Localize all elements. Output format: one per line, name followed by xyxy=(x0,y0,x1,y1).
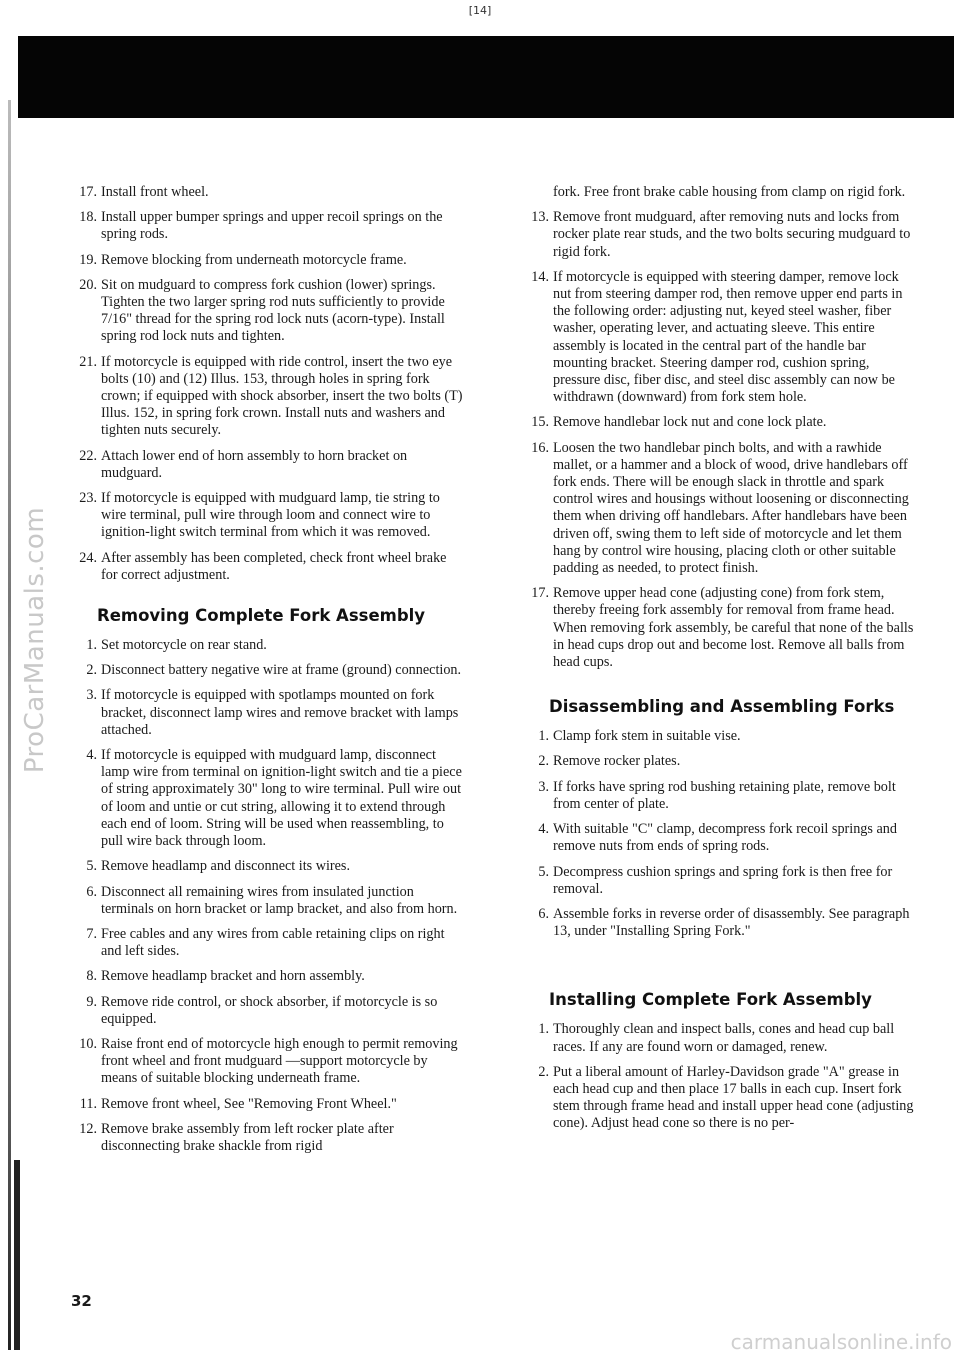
step-text: Remove upper head cone (adjusting cone) from fork stem, thereby freeing fork assembly for removal from frame head. When removing fork assembly, be careful that none of the balls in head cups drop out and become lost. Remove all balls from head cups. xyxy=(553,585,914,671)
step-item xyxy=(523,1021,915,1055)
step-item xyxy=(523,821,915,855)
step-number: 5. xyxy=(86,858,97,875)
step-item xyxy=(71,490,463,542)
step-number: 6. xyxy=(538,905,549,922)
step-number: 20. xyxy=(79,276,97,293)
step-number: 6. xyxy=(86,883,97,900)
step-text: Sit on mudguard to compress fork cushion (lower) springs. Tighten the two larger spring rod nuts sufficiently to provide 7/16" thread for the spring rod lock nuts (acorn-type). Install spring rod lock nuts and tighten. xyxy=(101,276,445,345)
step-text: Remove headlamp bracket and horn assembly. xyxy=(101,968,365,985)
step-text: Loosen the two handlebar pinch bolts, and with a rawhide mallet, or a hammer and a block of wood, drive handlebars off fork ends. There will be enough slack in throttle and spark control wires and housings without loosening or disconnecting them when driving off handlebars. After handlebars have been driven off, swing them to left side of motorcycle and let them hang by control wire housing, placing cloth or other suitable padding as needed, to protect finish. xyxy=(553,439,909,577)
step-item xyxy=(71,858,463,875)
step-item xyxy=(523,753,915,770)
step-text: Disconnect battery negative wire at frame (ground) connection. xyxy=(101,662,462,679)
step-item xyxy=(71,1096,463,1113)
step-list-installing-fork xyxy=(523,1021,915,1132)
step-number: 22. xyxy=(79,447,97,464)
step-item xyxy=(71,1036,463,1088)
step-number: 19. xyxy=(79,251,97,268)
step-item xyxy=(71,550,463,584)
step-number: 3. xyxy=(86,687,97,704)
step-list-disassembling-forks xyxy=(523,728,915,940)
step-text: Remove handlebar lock nut and cone lock plate. xyxy=(553,414,827,431)
step-text: Clamp fork stem in suitable vise. xyxy=(553,728,741,745)
step-number: 23. xyxy=(79,490,97,507)
step-text: With suitable "C" clamp, decompress fork recoil springs and remove nuts from ends of spring rods. xyxy=(553,821,897,855)
step-item xyxy=(523,209,915,261)
step-item xyxy=(523,779,915,813)
step-number: 5. xyxy=(538,863,549,880)
step-number: 16. xyxy=(531,439,549,456)
step-text: Remove rocker plates. xyxy=(553,753,681,770)
step-text: Raise front end of motorcycle high enough to permit removing front wheel and front mudguard —support motorcycle by means of suitable blocking underneath frame. xyxy=(101,1035,458,1087)
step-item xyxy=(523,440,915,578)
step-number: 21. xyxy=(79,353,97,370)
step-number: 15. xyxy=(531,414,549,431)
step-text: Remove front wheel, See "Removing Front Wheel." xyxy=(101,1095,397,1112)
step-item xyxy=(71,354,463,440)
scan-edge-dark xyxy=(14,1160,20,1350)
continued-paragraph: fork. Free front brake cable housing from clamp on rigid fork. xyxy=(553,184,906,200)
step-number: 2. xyxy=(538,1063,549,1080)
step-item xyxy=(71,252,463,269)
step-number: 13. xyxy=(531,209,549,226)
page-label: [14] xyxy=(468,4,492,17)
right-column xyxy=(523,184,915,1141)
step-number: 9. xyxy=(86,993,97,1010)
step-item xyxy=(71,926,463,960)
step-item xyxy=(71,662,463,679)
step-item xyxy=(71,637,463,654)
step-number: 10. xyxy=(79,1035,97,1052)
step-text: Attach lower end of horn assembly to horn bracket on mudguard. xyxy=(101,447,408,481)
step-item xyxy=(71,687,463,739)
step-number: 7. xyxy=(86,925,97,942)
step-item xyxy=(71,994,463,1028)
footer-watermark: carmanualsonline.info xyxy=(730,1330,952,1354)
page-number: 32 xyxy=(71,1292,92,1310)
step-text: Install front wheel. xyxy=(101,184,209,200)
section-heading-removing-fork: Removing Complete Fork Assembly xyxy=(97,606,426,626)
step-number: 8. xyxy=(86,968,97,985)
section-heading-disassembling-forks: Disassembling and Assembling Forks xyxy=(549,697,895,717)
step-item xyxy=(523,1064,915,1133)
step-list-removing-fork-continued xyxy=(523,209,915,671)
step-text: Remove blocking from underneath motorcycle frame. xyxy=(101,251,407,268)
step-item xyxy=(523,414,915,431)
step-item xyxy=(71,884,463,918)
step-number: 18. xyxy=(79,209,97,226)
step-text: If motorcycle is equipped with mudguard lamp, disconnect lamp wire from terminal on ignition-light switch and tie a piece of string approximately 30" long to wire terminal. Pull wire out of loom and untie or cut string, allowing it to extend through each end of loom. String will be used when reassembling, to pull wire back through loom. xyxy=(101,747,462,850)
step-text: Thoroughly clean and inspect balls, cones and head cup ball races. If any are found worn or damaged, renew. xyxy=(553,1021,895,1055)
step-text: If forks have spring rod bushing retaining plate, remove bolt from center of plate. xyxy=(553,778,896,812)
step-text: Set motorcycle on rear stand. xyxy=(101,637,267,654)
step-text: If motorcycle is equipped with mudguard lamp, tie string to wire terminal, pull wire through loom and connect wire to ignition-light switch terminal from which it was removed. xyxy=(101,490,440,541)
step-number: 12. xyxy=(79,1120,97,1137)
step-number: 4. xyxy=(86,747,97,764)
step-text: If motorcycle is equipped with steering damper, remove lock nut from steering damper rod, then remove upper end parts in the following order: adjusting nut, keyed steel washer, fiber washer, operating lever, and actuating sleeve. This entire assembly is located in the central part of the handle bar mounting bracket. Steering damper rod, cushion spring, pressure disc, fiber disc, and steel disc assembly can now be withdrawn (downward) from fork stem hole. xyxy=(553,268,903,406)
step-text: Remove front mudguard, after removing nuts and locks from rocker plate rear studs, and the two bolts securing mudguard to rigid fork. xyxy=(553,209,911,260)
step-item xyxy=(523,864,915,898)
step-item xyxy=(523,728,915,745)
step-text: Install upper bumper springs and upper recoil springs on the spring rods. xyxy=(101,209,443,243)
step-text: Put a liberal amount of Harley-Davidson grade "A" grease in each head cup and then place 17 balls in each cup. Insert fork stem through frame head and install upper head cone (adjusting cone). Adjust head cone so there is no per- xyxy=(553,1063,914,1132)
step-text: If motorcycle is equipped with spotlamps mounted on fork bracket, disconnect lamp wires and remove bracket with lamps attached. xyxy=(101,687,459,738)
step-text: Assemble forks in reverse order of disassembly. See paragraph 13, under "Installing Spring Fork." xyxy=(553,905,910,940)
header-band xyxy=(18,36,954,118)
step-number: 17. xyxy=(79,184,97,200)
step-item xyxy=(523,906,915,940)
step-item xyxy=(71,1121,463,1155)
step-number: 3. xyxy=(538,778,549,795)
step-item xyxy=(523,269,915,407)
step-number: 1. xyxy=(538,728,549,745)
step-item xyxy=(71,209,463,243)
step-item xyxy=(71,277,463,346)
step-text: Remove ride control, or shock absorber, if motorcycle is so equipped. xyxy=(101,993,438,1027)
step-item xyxy=(523,585,915,671)
step-text: After assembly has been completed, check front wheel brake for correct adjustment. xyxy=(101,549,447,583)
step-number: 2. xyxy=(538,753,549,770)
step-list-removing-fork xyxy=(71,637,463,1155)
step-list-install-continued xyxy=(71,184,463,584)
step-text: If motorcycle is equipped with ride control, insert the two eye bolts (10) and (12) Illus. 153, through holes in spring fork crown; if equipped with shock absorber, insert the two bolts (T) Illus. 152, in spring fork crown. Install nuts and washers and tighten nuts securely. xyxy=(101,353,463,439)
step-number: 2. xyxy=(86,662,97,679)
step-number: 14. xyxy=(531,268,549,285)
scan-edge xyxy=(8,100,11,1350)
step-number: 17. xyxy=(531,585,549,602)
section-heading-installing-fork: Installing Complete Fork Assembly xyxy=(549,990,872,1010)
step-text: Remove headlamp and disconnect its wires. xyxy=(101,858,351,875)
step-number: 24. xyxy=(79,549,97,566)
step-number: 1. xyxy=(86,637,97,654)
step-item xyxy=(71,747,463,850)
step-item xyxy=(71,968,463,985)
step-item xyxy=(71,448,463,482)
step-text: Free cables and any wires from cable retaining clips on right and left sides. xyxy=(101,925,445,960)
step-text: Decompress cushion springs and spring fork is then free for removal. xyxy=(553,863,893,897)
left-column xyxy=(71,184,463,1163)
step-text: Remove brake assembly from left rocker plate after disconnecting brake shackle from rigid xyxy=(101,1120,394,1154)
step-number: 11. xyxy=(79,1095,97,1112)
step-text: Disconnect all remaining wires from insulated junction terminals on horn bracket or lamp bracket, and also from horn. xyxy=(101,883,458,917)
step-item xyxy=(71,184,463,201)
watermark: ProCarManuals.com xyxy=(20,506,50,774)
step-number: 1. xyxy=(538,1021,549,1038)
step-number: 4. xyxy=(538,821,549,838)
